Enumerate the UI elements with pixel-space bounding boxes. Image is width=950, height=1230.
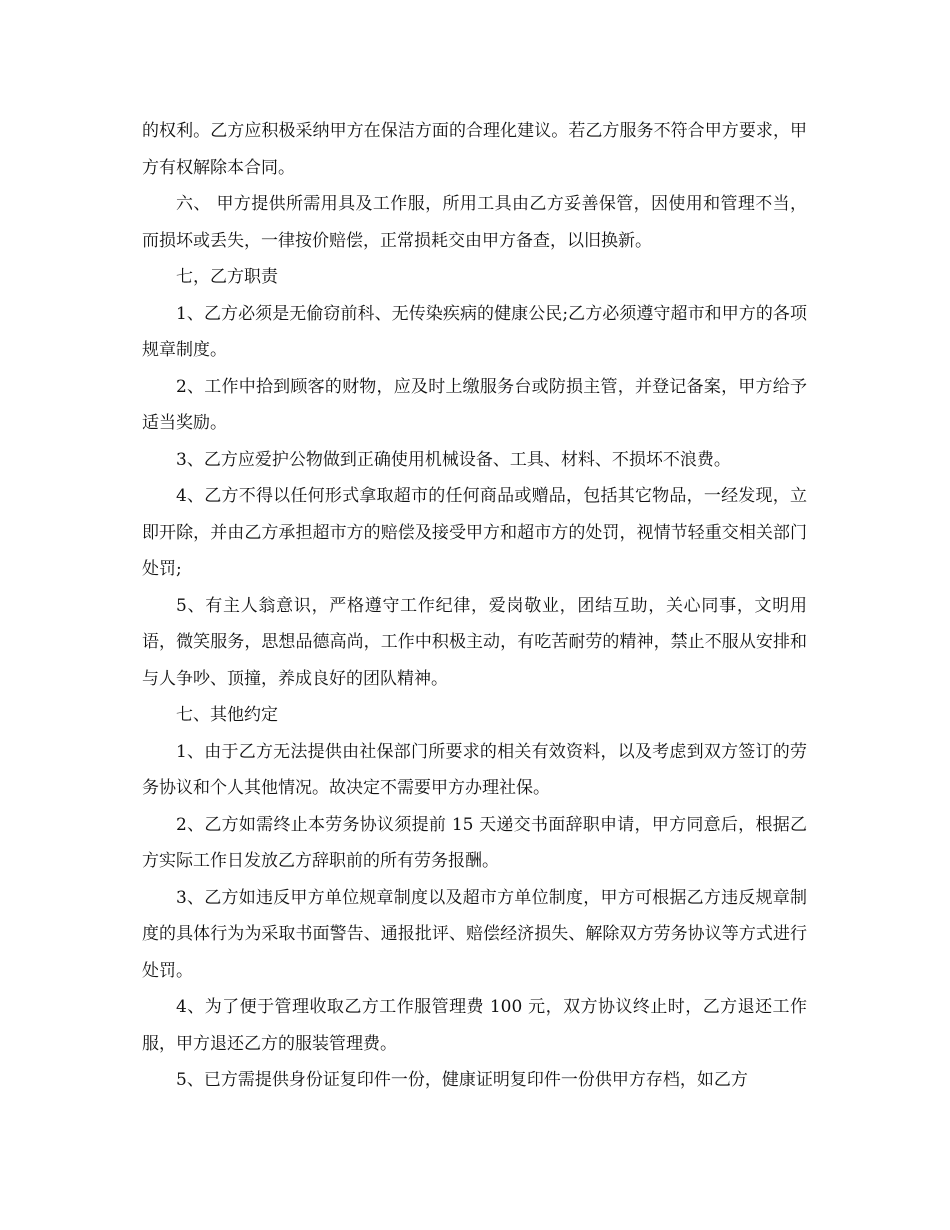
paragraph-section-6: 六、 甲方提供所需用具及工作服，所用工具由乙方妥善保管，因使用和管理不当，而损坏或丢失，一律按价赔偿，正常损耗交由甲方备查，以旧换新。 xyxy=(142,194,807,251)
heading-party-b-duties: 七，乙方职责 xyxy=(176,267,278,287)
paragraph-duty-3: 3、乙方应爱护公物做到正确使用机械设备、工具、材料、不损坏不浪费。 xyxy=(176,449,731,470)
paragraph-duty-1: 1、乙方必须是无偷窃前科、无传染疾病的健康公民;乙方必须遵守超市和甲方的各项规章制度。 xyxy=(142,303,807,360)
paragraph-agreement-2: 2、乙方如需终止本劳务协议须提前 15 天递交书面辞职申请，甲方同意后，根据乙方实际工作日发放乙方辞职前的所有劳务报酬。 xyxy=(142,814,807,871)
paragraph-agreement-5: 5、已方需提供身份证复印件一份，健康证明复印件一份供甲方存档，如乙方 xyxy=(176,1070,748,1090)
document-body xyxy=(142,113,807,1099)
paragraph-duty-5: 5、有主人翁意识，严格遵守工作纪律，爱岗敬业，团结互助，关心同事，文明用语，微笑服务，思想品德高尚，工作中积极主动，有吃苦耐劳的精神，禁止不服从安排和与人争吵、顶撞，养成良好的团队精神。 xyxy=(142,595,807,689)
paragraph-agreement-3: 3、乙方如违反甲方单位规章制度以及超市方单位制度，甲方可根据乙方违反规章制度的具体行为为采取书面警告、通报批评、赔偿经济损失、解除双方劳务协议等方式进行处罚。 xyxy=(142,887,807,981)
paragraph-agreement-4: 4、为了便于管理收取乙方工作服管理费 100 元，双方协议终止时，乙方退还工作服，甲方退还乙方的服装管理费。 xyxy=(142,997,807,1054)
paragraph-duty-2: 2、工作中拾到顾客的财物，应及时上缴服务台或防损主管，并登记备案，甲方给予适当奖励。 xyxy=(142,376,807,433)
paragraph-agreement-1: 1、由于乙方无法提供由社保部门所要求的相关有效资料，以及考虑到双方签订的劳务协议和个人其他情况。故决定不需要甲方办理社保。 xyxy=(142,741,807,798)
paragraph-duty-4: 4、乙方不得以任何形式拿取超市的任何商品或赠品，包括其它物品，一经发现，立即开除，并由乙方承担超市方的赔偿及接受甲方和超市方的处罚，视情节轻重交相关部门处罚; xyxy=(142,486,807,579)
paragraph-continuation: 的权利。乙方应积极采纳甲方在保洁方面的合理化建议。若乙方服务不符合甲方要求，甲方有权解除本合同。 xyxy=(142,121,807,178)
heading-other-agreements: 七、其他约定 xyxy=(176,705,278,725)
